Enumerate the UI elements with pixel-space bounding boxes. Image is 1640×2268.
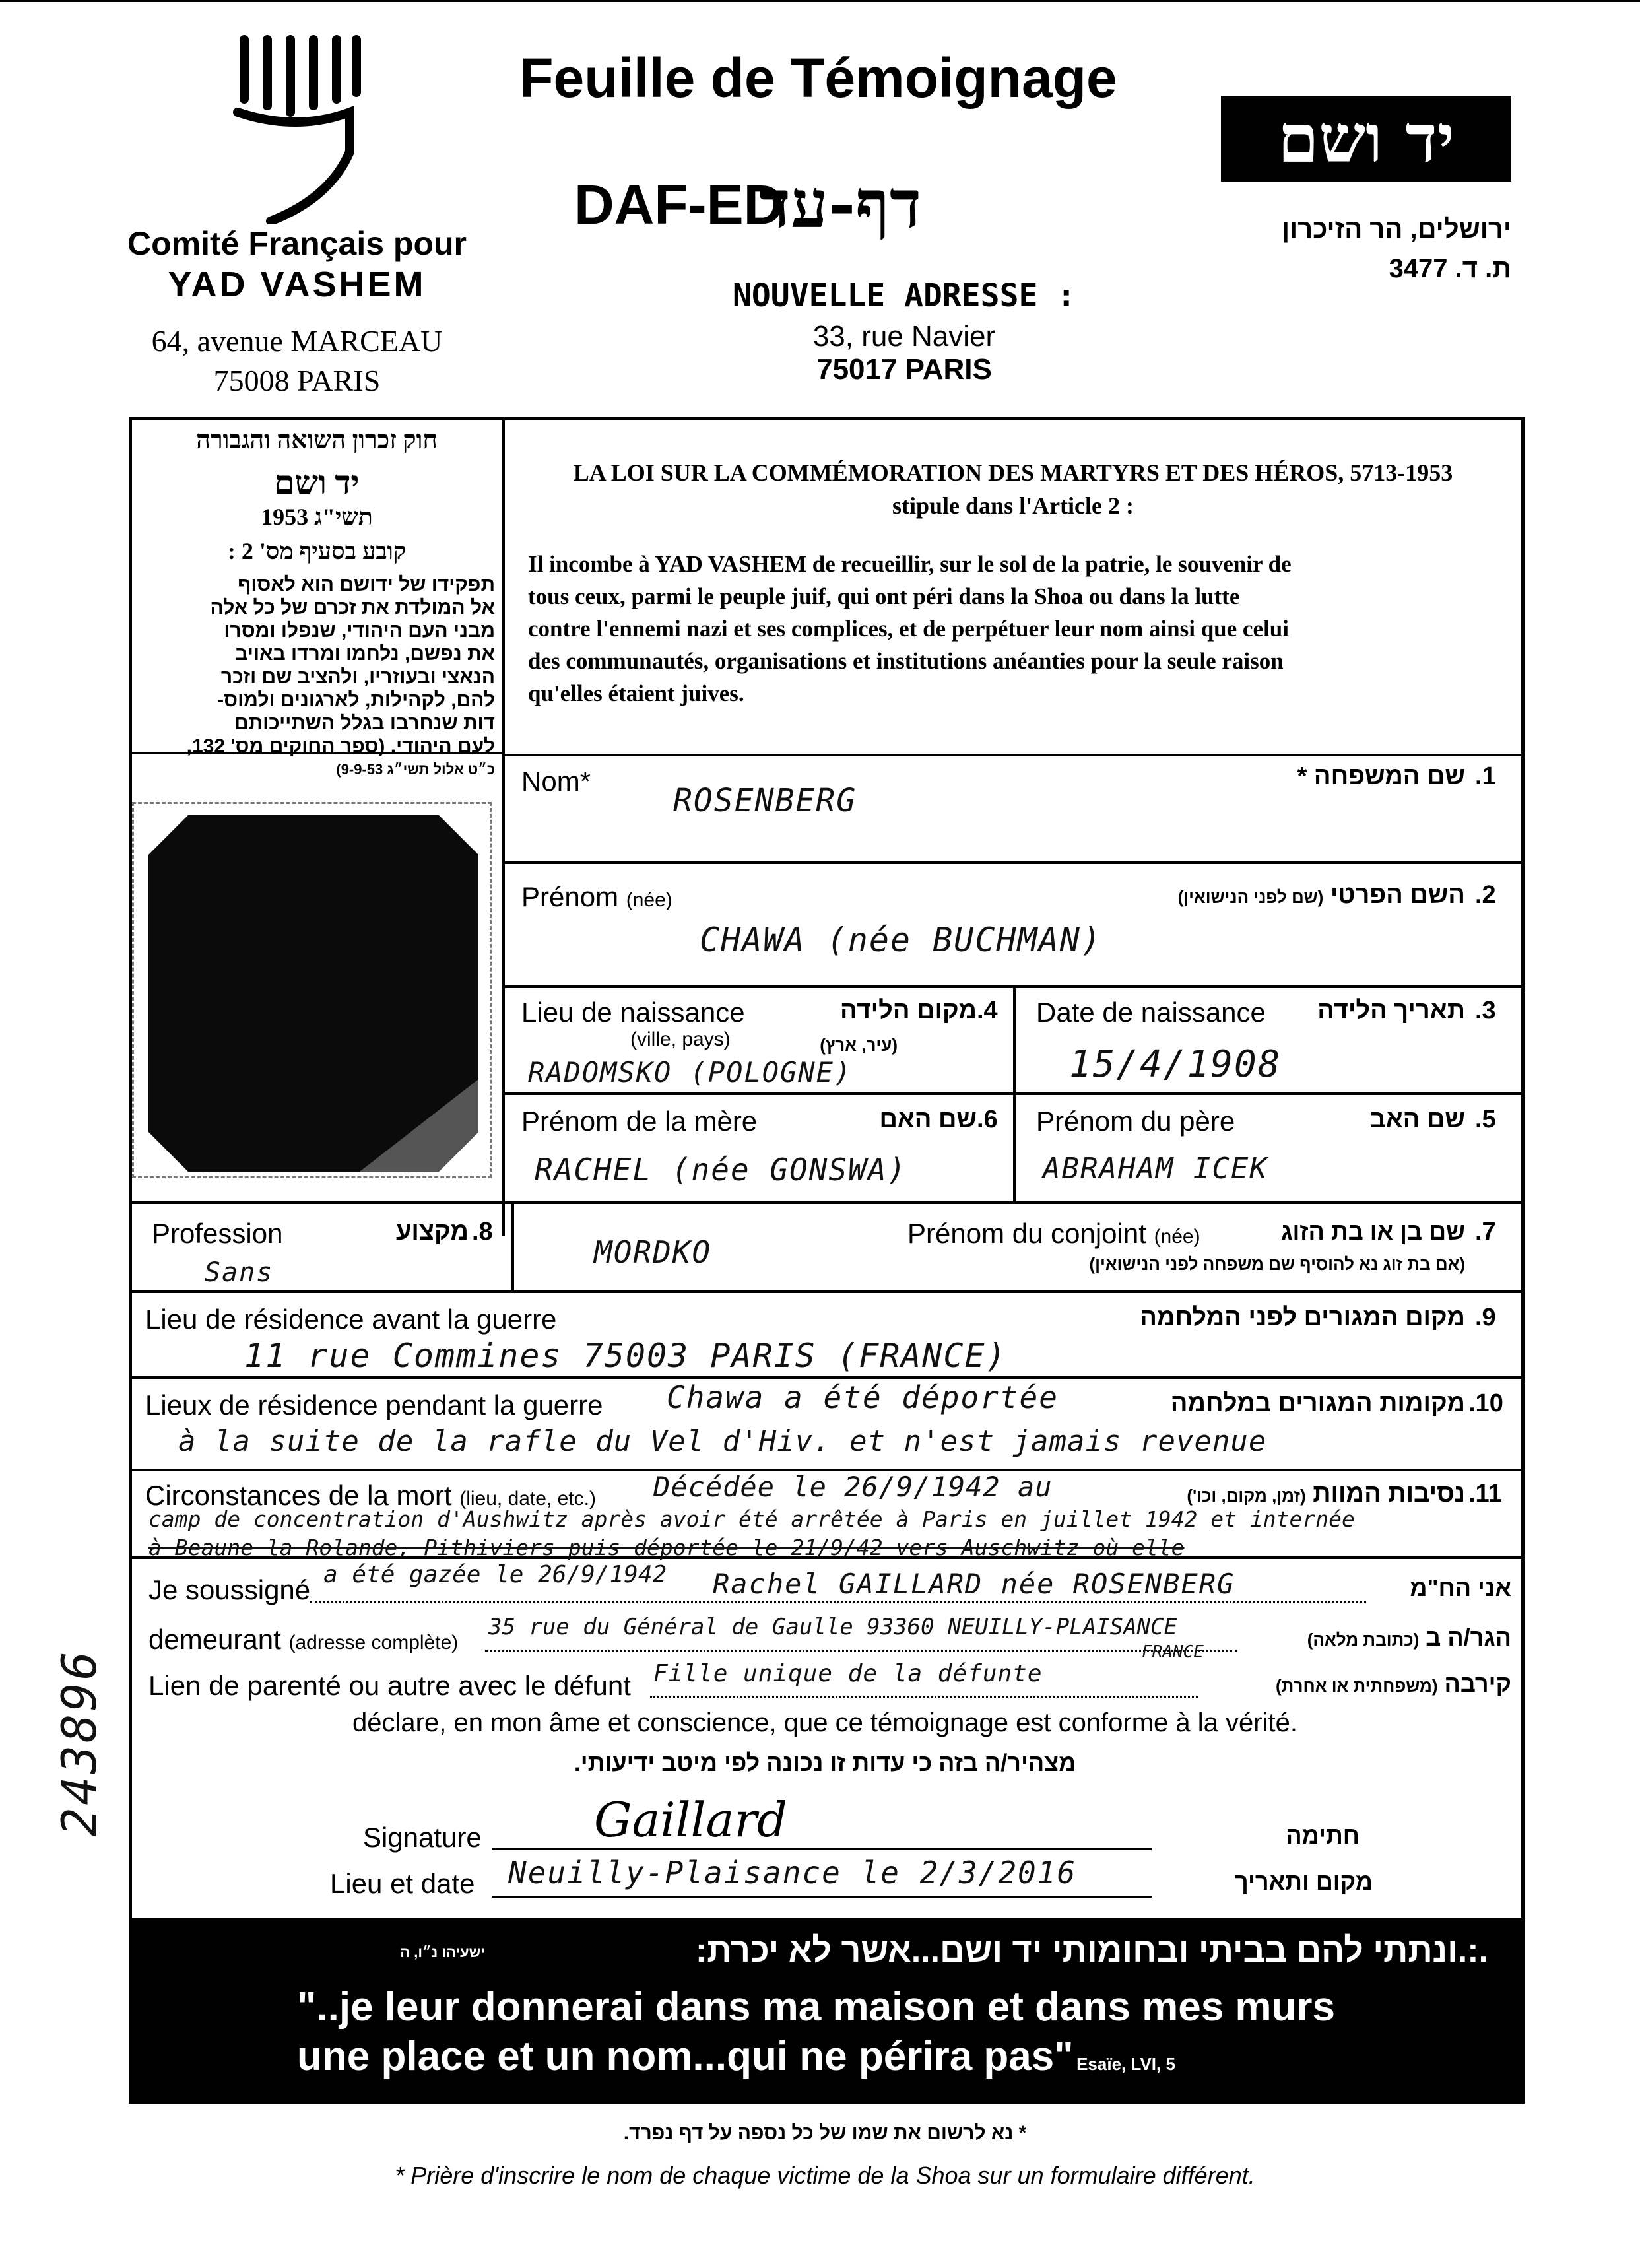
law-french-body-line: contre l'ennemi nazi et ses complices, et de perpétuer leur nom ainsi que celui: [528, 616, 1289, 642]
law-french-body-line: Il incombe à YAD VASHEM de recueillir, sur le sol de la patrie, le souvenir de: [528, 551, 1292, 577]
conjoint-label: [907, 1218, 1200, 1250]
je-soussigne-line: [310, 1601, 1366, 1603]
rule-after-parents: [129, 1201, 1525, 1204]
menorah-logo: [231, 26, 363, 224]
law-french-subtitle: stipule dans l'Article 2 :: [892, 492, 1134, 519]
date-naissance-hebrew: תאריך הלידה: [1317, 997, 1465, 1024]
margin-number: 243896: [51, 1648, 107, 1836]
lien-line: [650, 1696, 1198, 1698]
prenom-pere-hebrew: שם האב: [1369, 1106, 1465, 1133]
page-title: Feuille de Témoignage: [519, 47, 1117, 109]
law-hebrew-body-line: דות שנחרבו בגלל השתייכותם: [234, 712, 495, 734]
lieu-date-label: Lieu et date: [330, 1868, 475, 1899]
circonstances-hebrew-text: נסיבות המוות: [1313, 1480, 1465, 1508]
law-hebrew-body-line: את נפשם, נלחמו ומרדו באויב: [235, 643, 495, 665]
circonstances-value1[interactable]: Décédée le 26/9/1942 au: [653, 1471, 1053, 1503]
residence-pendant-value1[interactable]: Chawa a été déportée: [667, 1380, 1059, 1415]
demeurant-label: [148, 1624, 458, 1655]
banner-hebrew-ref: ישעיהו נ״ו, ה: [400, 1944, 485, 1960]
law-hebrew-body-line: כ״ט אלול תשי״ג 9-9-53): [336, 761, 495, 778]
lien-label: Lien de parenté ou autre avec le défunt: [148, 1670, 631, 1701]
circonstances-value3[interactable]: à Beaune la Rolande, Pithiviers puis déportée le 21/9/42 vers Auschwitz où elle: [148, 1535, 1185, 1560]
profession-value[interactable]: Sans: [205, 1257, 274, 1288]
law-french-body-line: des communautés, organisations et institutions anéanties pour la seule raison: [528, 648, 1284, 674]
hebrew-column-divider: [502, 417, 505, 1236]
profession-label: Profession: [152, 1218, 283, 1249]
prenom-pere-label: Prénom du père: [1036, 1106, 1235, 1137]
rule-vertical-profession: [511, 1201, 514, 1292]
prenom-mere-number: .6: [977, 1106, 998, 1133]
residence-pendant-number: .10: [1468, 1389, 1503, 1417]
demeurant-hebrew-small: (כתובת מלאה): [1307, 1630, 1420, 1650]
conjoint-label-small: (née): [1154, 1226, 1200, 1248]
lieu-naissance-sub: (ville, pays): [630, 1028, 731, 1050]
je-soussigne-hebrew: אני הח"מ: [1410, 1574, 1511, 1601]
law-french-body: [528, 548, 1498, 710]
new-address-line2: 75017 PARIS: [816, 353, 992, 385]
quote-banner: [129, 1918, 1525, 2104]
law-french-body-line: tous ceux, parmi le peuple juif, qui ont péri dans la Shoa ou dans la lutte: [528, 584, 1240, 609]
lien-hebrew: [1208, 1670, 1511, 1698]
nom-number: .1: [1475, 762, 1496, 790]
signature-value[interactable]: Gaillard: [594, 1792, 787, 1848]
victim-photo: [148, 815, 478, 1172]
yad-vashem-logo: [1221, 96, 1511, 182]
residence-avant-number: .9: [1475, 1304, 1496, 1331]
lieu-naissance-number: .4: [977, 997, 998, 1024]
law-hebrew-body-line: אל המולדת את זכרם של כל אלה: [210, 597, 495, 618]
demeurant-hebrew: [1247, 1624, 1511, 1651]
conjoint-hebrew: שם בן או בת הזוג: [1281, 1218, 1465, 1245]
prenom-label-text: Prénom: [521, 881, 619, 912]
prenom-value[interactable]: CHAWA (née BUCHMAN): [700, 921, 1102, 959]
lieu-naissance-value[interactable]: RADOMSKO (POLOGNE): [528, 1056, 853, 1088]
banner-line2-wrap: [297, 2033, 1485, 2080]
prenom-hebrew-text: השם הפרטי: [1330, 881, 1465, 909]
lien-hebrew-small: (משפחתית או אחרת): [1276, 1676, 1438, 1696]
rule-after-law: [502, 754, 1525, 756]
law-hebrew-line4: קובע בסעיף מס' 2 :: [227, 538, 407, 564]
lieu-date-value[interactable]: Neuilly-Plaisance le 2/3/2016: [508, 1855, 1077, 1890]
je-soussigne-value[interactable]: Rachel GAILLARD née ROSENBERG: [713, 1568, 1235, 1600]
conjoint-label-text: Prénom du conjoint: [907, 1218, 1146, 1249]
residence-avant-label: Lieu de résidence avant la guerre: [145, 1304, 557, 1335]
lieu-date-line: [492, 1896, 1152, 1898]
date-naissance-label: Date de naissance: [1036, 997, 1266, 1028]
new-address-label: NOUVELLE ADRESSE :: [733, 277, 1076, 314]
rule-after-residence-avant: [129, 1376, 1525, 1379]
banner-hebrew: .:.ונתתי להם בביתי ובחומותי יד ושם...אשר לא יכרת:: [695, 1931, 1488, 1970]
prenom-pere-value[interactable]: ABRAHAM ICEK: [1043, 1152, 1268, 1185]
profession-number: .8: [472, 1218, 493, 1246]
nom-hebrew-label: שם המשפחה *: [1297, 762, 1465, 790]
law-hebrew-line2: יד ושם: [274, 464, 360, 501]
law-hebrew-body-line: הנאצי ובעוזריו, ולהציב שם וזכר: [220, 666, 495, 688]
subtitle-latin: DAF-ED: [574, 174, 784, 236]
conjoint-number: .7: [1475, 1218, 1496, 1246]
prenom-label-small: (née): [626, 889, 672, 911]
lien-hebrew-text: קירבה: [1444, 1670, 1511, 1697]
date-naissance-value[interactable]: 15/4/1908: [1069, 1043, 1282, 1086]
banner-ref: Esaïe, LVI, 5: [1076, 2054, 1175, 2074]
law-hebrew-line1: חוק זכרון השואה והגבורה: [196, 426, 438, 454]
residence-pendant-label: Lieux de résidence pendant la guerre: [145, 1389, 603, 1420]
je-soussigne-label: Je soussigné: [148, 1574, 311, 1605]
demeurant-value2[interactable]: FRANCE: [1142, 1642, 1204, 1662]
signature-hebrew: חתימה: [1286, 1822, 1360, 1849]
demeurant-line: [485, 1650, 1237, 1652]
law-french-body-line: qu'elles étaient juives.: [528, 681, 744, 706]
profession-hebrew: מקצוע: [395, 1218, 469, 1246]
address-line1: 64, avenue MARCEAU: [151, 324, 443, 358]
new-address-line1: 33, rue Navier: [812, 320, 996, 352]
lieu-naissance-hebrew-sub: (עיר, ארץ): [820, 1035, 898, 1055]
rule-after-profession: [129, 1290, 1525, 1293]
footer-hebrew-note: * נא לרשום את שמו של כל נספה על דף נפרד.: [623, 2122, 1027, 2144]
committee-line2: YAD VASHEM: [168, 265, 426, 304]
subtitle-hebrew: דף-עד: [759, 165, 922, 243]
residence-pendant-value2[interactable]: à la suite de la rafle du Vel d'Hiv. et n'est jamais revenue: [178, 1424, 1267, 1458]
rule-after-nom: [502, 861, 1525, 864]
po-box: ת. ד. 3477: [1389, 254, 1511, 283]
jerusalem-line: ירושלים, הר הזיכרון: [1282, 215, 1511, 244]
conjoint-value[interactable]: MORDKO: [594, 1234, 712, 1270]
prenom-hebrew-label: [990, 881, 1465, 910]
nom-value[interactable]: ROSENBERG: [673, 782, 857, 819]
rule-vertical-naissance: [1013, 985, 1016, 1203]
law-hebrew-body-line: להם, לקהילות, לארגונים ולמוס-: [217, 689, 495, 711]
nom-label: Nom*: [521, 766, 591, 797]
lieu-date-hebrew: מקום ותאריך: [1234, 1868, 1373, 1895]
declare-text: déclare, en mon âme et conscience, que ce témoignage est conforme à la vérité.: [352, 1708, 1297, 1737]
logo-hebrew-text: יד ושם: [1278, 100, 1455, 178]
prenom-mere-value[interactable]: RACHEL (née GONSWA): [535, 1152, 907, 1187]
residence-avant-hebrew: מקום המגורים לפני המלחמה: [1140, 1304, 1465, 1331]
demeurant-label-small: (adresse complète): [288, 1632, 459, 1653]
declare-hebrew: מצהיר/ה בזה כי עדות זו נכונה לפי מיטב ידיעותי.: [574, 1749, 1076, 1776]
circonstances-value4[interactable]: a été gazée le 26/9/1942: [323, 1561, 667, 1588]
law-hebrew-body-line: מבני העם היהודי, שנפלו ומסרו: [224, 620, 495, 642]
prenom-pere-number: .5: [1475, 1106, 1496, 1133]
demeurant-value[interactable]: 35 rue du Général de Gaulle 93360 NEUILLY-PLAISANCE: [488, 1614, 1177, 1640]
circonstances-number: .11: [1468, 1480, 1502, 1508]
prenom-label: [521, 881, 672, 913]
committee-line1: Comité Français pour: [127, 225, 467, 262]
signature-line: [492, 1848, 1152, 1850]
law-hebrew-body-line: לעם היהודי. (ספר החוקים מס' 132,: [186, 735, 495, 757]
signature-label: Signature: [363, 1822, 482, 1853]
law-hebrew-body-line: תפקידו של ידושם הוא לאסוף: [238, 574, 495, 595]
demeurant-hebrew-text: הגר/ה ב: [1426, 1624, 1511, 1651]
footer-french-note: * Prière d'inscrire le nom de chaque victime de la Shoa sur un formulaire différent.: [395, 2162, 1255, 2189]
prenom-hebrew-small: (שם לפני הנישואין): [1177, 887, 1324, 907]
banner-line1: "..je leur donnerai dans ma maison et dans mes murs: [297, 1984, 1336, 2030]
prenom-number: .2: [1475, 881, 1496, 909]
law-hebrew-line3: תשי"ג 1953: [261, 504, 373, 530]
residence-pendant-hebrew: מקומות המגורים במלחמה: [1170, 1389, 1465, 1417]
conjoint-hebrew-sub: (אם בת זוג נא להוסיף שם משפחה לפני הנישואין): [1089, 1254, 1465, 1274]
circonstances-label-small: (lieu, date, etc.): [459, 1488, 596, 1510]
residence-avant-value[interactable]: 11 rue Commines 75003 PARIS (FRANCE): [244, 1337, 1007, 1375]
law-french-title: LA LOI SUR LA COMMÉMORATION DES MARTYRS ET DES HÉROS, 5713-1953: [573, 459, 1453, 486]
date-naissance-number: .3: [1475, 997, 1496, 1024]
circonstances-label-text: Circonstances de la mort: [145, 1480, 452, 1511]
lieu-naissance-hebrew: מקום הלידה: [840, 997, 977, 1024]
page-top-rule: [0, 0, 1640, 2]
address-line2: 75008 PARIS: [213, 364, 381, 397]
prenom-mere-hebrew: שם האם: [879, 1106, 977, 1133]
banner-line2: une place et un nom...qui ne périra pas": [297, 2034, 1074, 2079]
demeurant-label-text: demeurant: [148, 1624, 281, 1655]
circonstances-value2[interactable]: camp de concentration d'Aushwitz après avoir été arrêtée à Paris en juillet 1942 et internée: [148, 1506, 1355, 1532]
lieu-naissance-label: Lieu de naissance: [521, 997, 745, 1028]
circonstances-hebrew-small: (זמן, מקום, וכו'): [1187, 1486, 1306, 1506]
prenom-mere-label: Prénom de la mère: [521, 1106, 758, 1137]
circonstances-hebrew: [1122, 1480, 1465, 1508]
law-hebrew-body: [142, 573, 495, 781]
lien-value[interactable]: Fille unique de la défunte: [653, 1660, 1043, 1687]
